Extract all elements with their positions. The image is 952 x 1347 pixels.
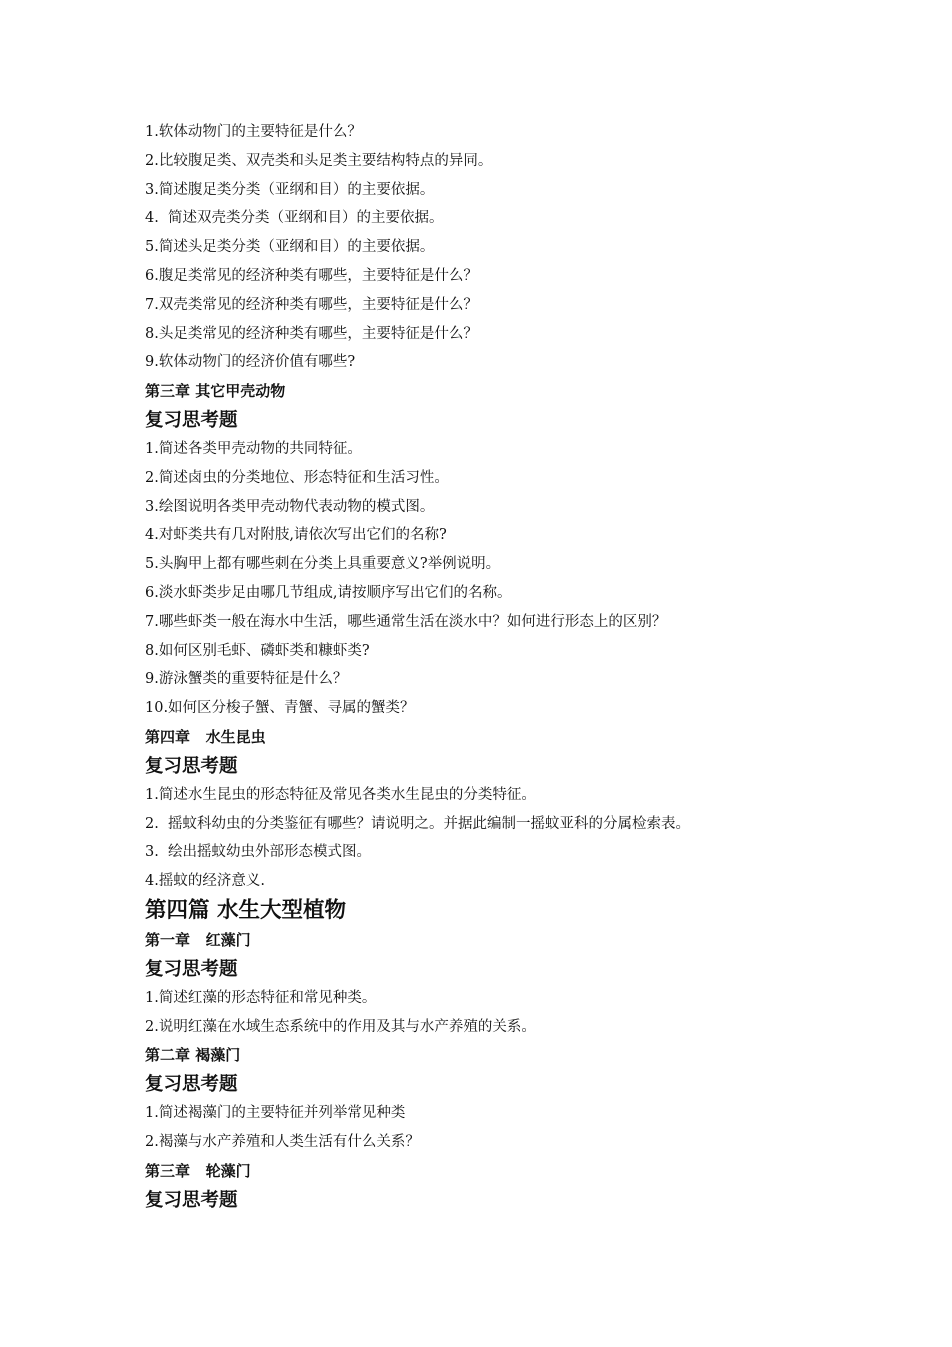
question-item: 2.褐藻与水产养殖和人类生活有什么关系？ xyxy=(145,1133,420,1150)
question-item: 7.哪些虾类一般在海水中生活，哪些通常生活在淡水中？如何进行形态上的区别？ xyxy=(145,613,667,630)
question-item: 1.软体动物门的主要特征是什么？ xyxy=(145,124,362,140)
review-heading: 复习思考题 xyxy=(145,409,238,431)
question-item: 10.如何区分梭子蟹、青蟹、寻属的蟹类？ xyxy=(145,700,415,717)
question-item: 2.比较腹足类、双壳类和头足类主要结构特点的异同。 xyxy=(145,152,493,169)
question-item: 9.游泳蟹类的重要特征是什么？ xyxy=(145,671,348,688)
question-item: 5.头胸甲上都有哪些刺在分类上具重要意义?举例说明。 xyxy=(145,556,501,573)
question-item: 3.绘图说明各类甲壳动物代表动物的模式图。 xyxy=(145,498,435,515)
question-item: 4. 简述双壳类分类（亚纲和目）的主要依据。 xyxy=(145,210,444,227)
review-heading: 复习思考题 xyxy=(145,1189,238,1211)
question-item: 4.对虾类共有几对附肢,请依次写出它们的名称? xyxy=(145,527,447,544)
question-item: 1.简述红藻的形态特征和常见种类。 xyxy=(145,989,377,1006)
question-item: 3.简述腹足类分类（亚纲和目）的主要依据。 xyxy=(145,181,435,198)
question-item: 5.简述头足类分类（亚纲和目）的主要依据。 xyxy=(145,239,435,256)
review-heading: 复习思考题 xyxy=(145,958,238,980)
review-heading: 复习思考题 xyxy=(145,755,238,777)
question-item: 9.软体动物门的经济价值有哪些? xyxy=(145,354,356,371)
chapter-heading: 第三章 其它甲壳动物 xyxy=(145,382,286,401)
question-item: 2.说明红藻在水域生态系统中的作用及其与水产养殖的关系。 xyxy=(145,1018,536,1035)
part-heading: 第四篇 水生大型植物 xyxy=(145,897,346,923)
question-item: 1.简述水生昆虫的形态特征及常见各类水生昆虫的分类特征。 xyxy=(145,786,536,803)
document-content xyxy=(145,118,845,1215)
question-item: 2. 摇蚊科幼虫的分类鉴征有哪些？请说明之。并据此编制一摇蚊亚科的分属检索表。 xyxy=(145,815,691,832)
question-item: 6.淡水虾类步足由哪几节组成,请按顺序写出它们的名称。 xyxy=(145,584,512,601)
question-item: 1.简述各类甲壳动物的共同特征。 xyxy=(145,440,362,457)
chapter-heading: 第三章 轮藻门 xyxy=(145,1161,251,1180)
chapter-heading: 第二章 褐藻门 xyxy=(145,1046,241,1065)
question-item: 4.摇蚊的经济意义. xyxy=(145,873,265,890)
question-item: 1.简述褐藻门的主要特征并列举常见种类 xyxy=(145,1105,406,1122)
question-item: 2.简述卤虫的分类地位、形态特征和生活习性。 xyxy=(145,469,449,486)
chapter-heading: 第一章 红藻门 xyxy=(145,930,251,949)
question-item: 3. 绘出摇蚊幼虫外部形态模式图。 xyxy=(145,844,372,861)
chapter-heading: 第四章 水生昆虫 xyxy=(145,727,266,746)
question-item: 6.腹足类常见的经济种类有哪些，主要特征是什么？ xyxy=(145,267,478,284)
question-item: 8.头足类常见的经济种类有哪些，主要特征是什么？ xyxy=(145,325,478,342)
review-heading: 复习思考题 xyxy=(145,1074,238,1096)
question-item: 7.双壳类常见的经济种类有哪些，主要特征是什么？ xyxy=(145,296,478,313)
question-item: 8.如何区别毛虾、磷虾类和糠虾类? xyxy=(145,642,370,659)
